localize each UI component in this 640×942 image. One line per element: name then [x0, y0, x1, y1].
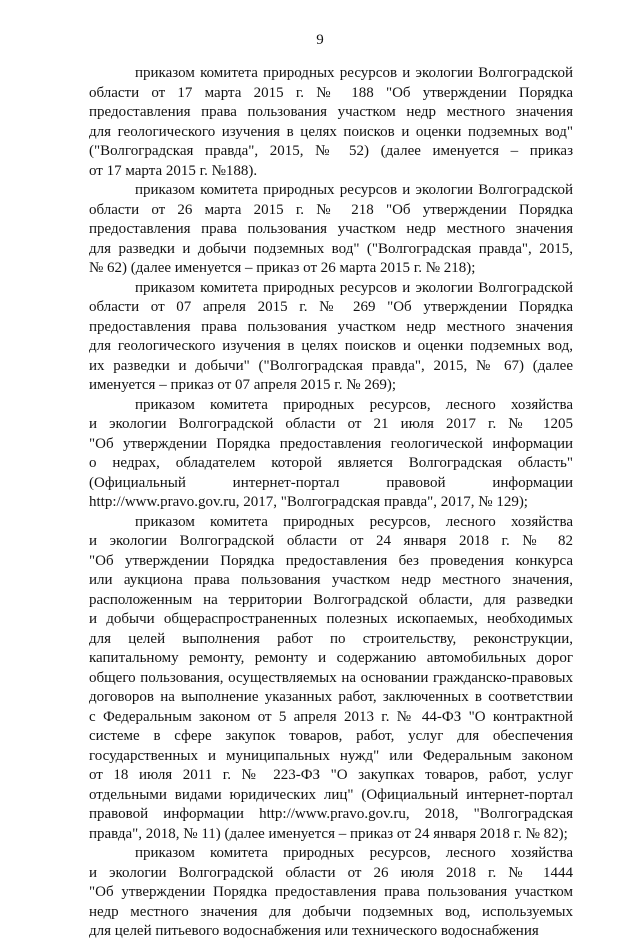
paragraph — [89, 844, 573, 942]
paragraph-line: общего пользования, осуществляемых на основании гражданско-правовых — [89, 669, 573, 686]
paragraph-line: для целей питьевого водоснабжения или технического водоснабжения — [89, 923, 539, 939]
paragraph — [89, 279, 573, 396]
paragraph-line: области от 07 апреля 2015 г. № 269 "Об утверждении Порядка — [89, 299, 573, 315]
paragraph-line: приказом комитета природных ресурсов, лесного хозяйства — [135, 513, 573, 530]
paragraph-line: ("Волгоградская правда", 2015, № 52) (далее именуется – приказ — [89, 143, 573, 159]
document-body — [89, 64, 573, 942]
paragraph — [89, 181, 573, 279]
paragraph-line: предоставления права пользования участком недр местного значения — [89, 221, 573, 237]
paragraph — [89, 64, 573, 181]
paragraph-line: для геологического изучения в целях поисков и оценки подземных вод, — [89, 338, 573, 354]
paragraph-line: или аукциона права пользования участком недр местного значения, — [89, 572, 573, 588]
paragraph-line: системе в сфере закупок товаров, работ, услуг для обеспечения — [89, 728, 573, 744]
paragraph-line: для разведки и добычи подземных вод" ("Волгоградская правда", 2015, — [89, 240, 573, 257]
paragraph-line: их разведки и добычи" ("Волгоградская правда", 2015, № 67) (далее — [89, 357, 573, 374]
paragraph-line: приказом комитета природных ресурсов и экологии Волгоградской — [135, 65, 573, 81]
paragraph-line: от 18 июля 2011 г. № 223-ФЗ "О закупках товаров, работ, услуг — [89, 767, 573, 783]
paragraph-line: расположенным на территории Волгоградской области, для разведки — [89, 591, 573, 608]
paragraph-line: приказом комитета природных ресурсов, лесного хозяйства — [135, 396, 573, 413]
paragraph-line: и экологии Волгоградской области от 26 июля 2018 г. № 1444 — [89, 864, 573, 881]
paragraph-line: государственных и муниципальных нужд" или Федеральным законом — [89, 747, 573, 764]
paragraph-line: области от 26 марта 2015 г. № 218 "Об утверждении Порядка — [89, 201, 573, 218]
paragraph-line: "Об утверждении Порядка предоставления права пользования участком — [89, 884, 573, 900]
paragraph-line: предоставления права пользования участком недр местного значения — [89, 104, 573, 120]
paragraph-line: № 62) (далее именуется – приказ от 26 марта 2015 г. № 218); — [89, 260, 476, 276]
paragraph-line: с Федеральным законом от 5 апреля 2013 г. № 44-ФЗ "О контрактной — [89, 708, 573, 725]
paragraph-line: правда", 2018, № 11) (далее именуется – приказ от 24 января 2018 г. № 82); — [89, 825, 568, 842]
paragraph — [89, 396, 573, 513]
paragraph-line: капитальному ремонту, ремонту и содержанию автомобильных дорог — [89, 650, 573, 666]
paragraph-line: правовой информации http://www.pravo.gov.ru, 2018, "Волгоградская — [89, 806, 573, 822]
paragraph-line: отдельными видами юридических лиц" (Официальный интернет-портал — [89, 786, 573, 803]
paragraph-line: предоставления права пользования участком недр местного значения — [89, 318, 573, 335]
paragraph-line: http://www.pravo.gov.ru, 2017, "Волгоградская правда", 2017, № 129); — [89, 494, 528, 510]
paragraph-line: о недрах, обладателем которой является Волгоградская область" — [89, 455, 573, 471]
page-number: 9 — [316, 32, 324, 48]
paragraph-line: для целей выполнения работ по строительству, реконструкции, — [89, 630, 573, 647]
paragraph-line: и экологии Волгоградской области от 24 января 2018 г. № 82 — [89, 533, 573, 549]
paragraph-line: "Об утверждении Порядка предоставления без проведения конкурса — [89, 552, 573, 569]
paragraph-line: и экологии Волгоградской области от 21 июля 2017 г. № 1205 — [89, 416, 573, 432]
paragraph-line: именуется – приказ от 07 апреля 2015 г. № 269); — [89, 377, 396, 393]
paragraph-line: приказом комитета природных ресурсов и экологии Волгоградской — [135, 182, 573, 198]
paragraph-line: области от 17 марта 2015 г. № 188 "Об утверждении Порядка — [89, 84, 573, 101]
paragraph-line: для геологического изучения в целях поисков и оценки подземных вод" — [89, 123, 573, 140]
paragraph-line: недр местного значения для добычи подземных вод, используемых — [89, 903, 573, 920]
paragraph-line: и добычи общераспространенных полезных ископаемых, необходимых — [89, 611, 573, 627]
paragraph-line: приказом комитета природных ресурсов и экологии Волгоградской — [135, 279, 573, 296]
paragraph — [89, 513, 573, 845]
paragraph-line: "Об утверждении Порядка предоставления геологической информации — [89, 435, 573, 452]
paragraph-line: от 17 марта 2015 г. №188). — [89, 162, 258, 179]
paragraph-line: приказом комитета природных ресурсов, лесного хозяйства — [135, 845, 573, 861]
paragraph-line: (Официальный интернет-портал правовой информации — [89, 474, 573, 491]
paragraph-line: договоров на выполнение указанных работ, заключенных в соответствии — [89, 689, 573, 705]
